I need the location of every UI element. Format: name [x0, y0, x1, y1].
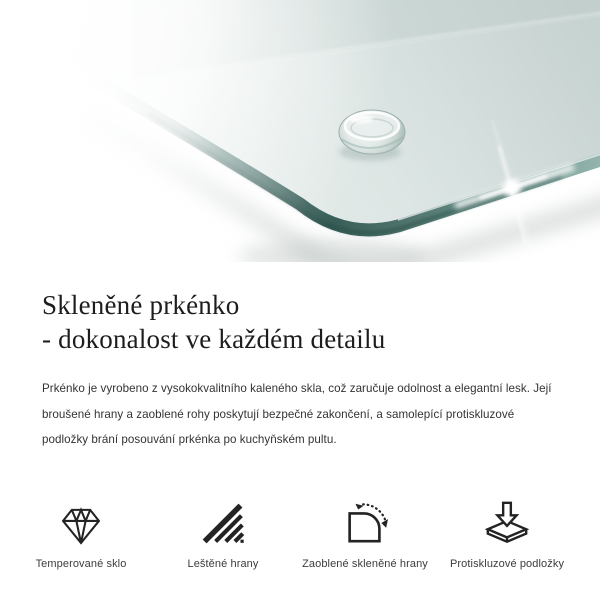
diamond-icon	[58, 497, 104, 547]
product-description: Prkénko je vyrobeno z vysokokvalitního kaleného skla, což zaručuje odolnost a elegantní lesk. Její broušené hrany a zaoblené rohy poskytují bezpečné zakončení, a samolepící protiskluzové podložky brání posouvání prkénka po kuchyňském pultu.	[42, 382, 552, 446]
feature-label: Temperované sklo	[35, 557, 127, 570]
anti-slip-pad-icon	[483, 497, 531, 547]
feature-polished-edges	[152, 497, 294, 570]
polished-edges-icon	[200, 497, 246, 547]
glass-board-photo	[0, 0, 600, 262]
feature-anti-slip-pads	[436, 497, 578, 570]
page-title	[42, 288, 558, 356]
rounded-corner-icon	[341, 497, 389, 547]
feature-list	[0, 453, 600, 570]
feature-rounded-corners	[294, 497, 436, 570]
foot-highlight	[349, 115, 373, 124]
feature-label: Leštěné hrany	[187, 557, 259, 570]
product-photo	[0, 0, 600, 262]
feature-label: Zaoblené skleněné hrany	[302, 557, 428, 570]
feature-tempered-glass	[10, 497, 152, 570]
white-fade-left	[0, 0, 250, 262]
heading-line-1: Skleněné prkénko	[42, 290, 240, 320]
heading-line-2: - dokonalost ve každém detailu	[42, 324, 386, 354]
feature-label: Protiskluzové podložky	[449, 557, 565, 570]
product-copy	[0, 262, 600, 453]
rubber-foot	[339, 110, 405, 161]
